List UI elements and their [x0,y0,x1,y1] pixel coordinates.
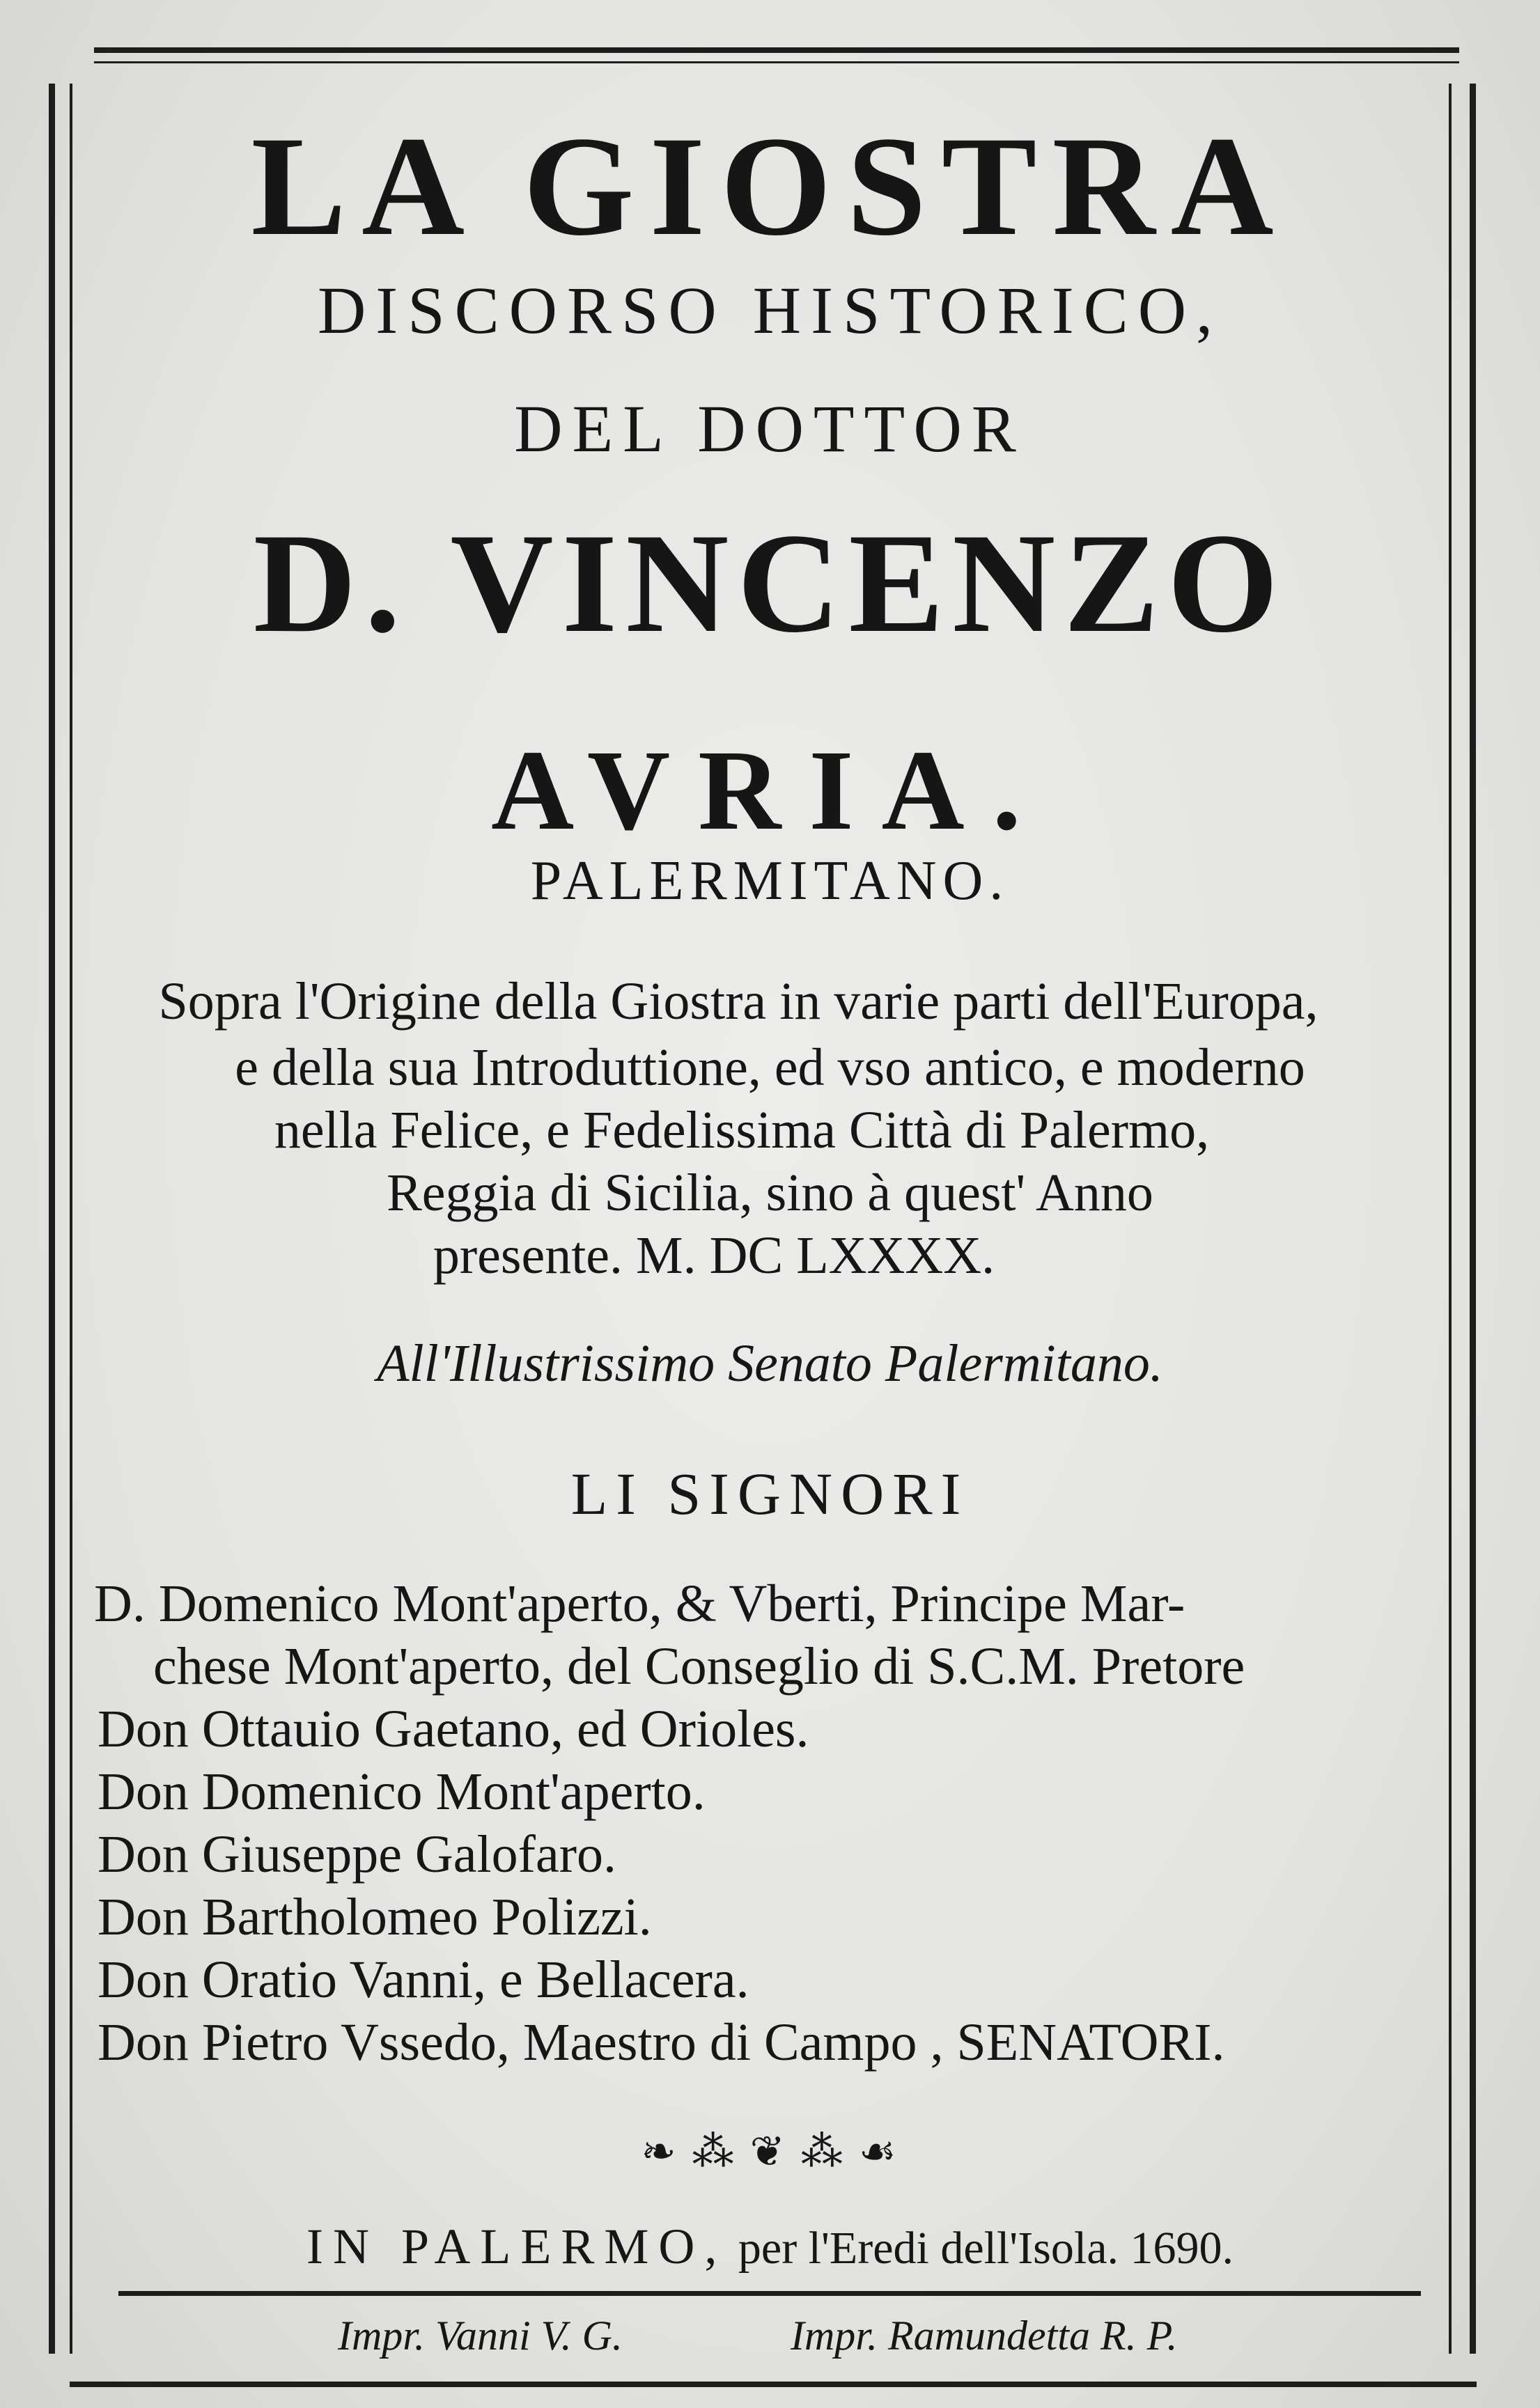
senator-line: Don Giuseppe Galofaro. [98,1825,617,1884]
description-line: e della sua Introduttione, ed vso antico, e moderno [235,1038,1305,1097]
author-origin: PALERMITANO. [530,850,1010,912]
top-border-rule-inner [94,61,1459,63]
senator-line: D. Domenico Mont'aperto, & Vberti, Principe Mar- [94,1574,1185,1633]
signori-heading: LI SIGNORI [570,1460,970,1527]
author-surname: AVRIA. [491,726,1049,854]
dedication: All'Illustrissimo Senato Palermitano. [377,1334,1163,1393]
senator-line: Don Oratio Vanni, e Bellacera. [98,1950,749,2009]
author-name: D. VINCENZO [253,504,1287,662]
imprint-place: IN PALERMO, [306,2219,727,2274]
description-line: Sopra l'Origine della Giostra in varie parti dell'Europa, [158,972,1319,1031]
imprint-printer: per l'Eredi dell'Isola. 1690. [738,2223,1234,2274]
description-line: nella Felice, e Fedelissima Città di Palermo, [274,1101,1210,1159]
senator-line: Don Ottauio Gaetano, ed Orioles. [98,1700,809,1758]
author-prefix: DEL DOTTOR [514,391,1026,466]
book-title: LA GIOSTRA [251,107,1289,265]
imprint [0,2218,1540,2276]
description-line: Reggia di Sicilia, sino à quest' Anno [387,1164,1153,1222]
printer-ornament: ❧ ⁂ ❦ ⁂ ☙ [641,2129,899,2175]
top-border-rule [94,47,1459,53]
bottom-border-rule [70,2382,1477,2387]
book-subtitle: DISCORSO HISTORICO, [317,273,1223,347]
senator-line: Don Domenico Mont'aperto. [98,1762,706,1821]
licence-praetor: Impr. Ramundetta R. P. [791,2313,1178,2359]
imprint-rule [118,2291,1421,2296]
senator-line: Don Pietro Vssedo, Maestro di Campo , SENATORI. [98,2013,1225,2072]
senator-line: Don Bartholomeo Polizzi. [98,1888,652,1946]
licence-vicar: Impr. Vanni V. G. [338,2313,623,2359]
description-line: presente. M. DC LXXXX. [433,1226,995,1285]
senator-line: chese Mont'aperto, del Conseglio di S.C.M. Pretore [153,1637,1245,1696]
